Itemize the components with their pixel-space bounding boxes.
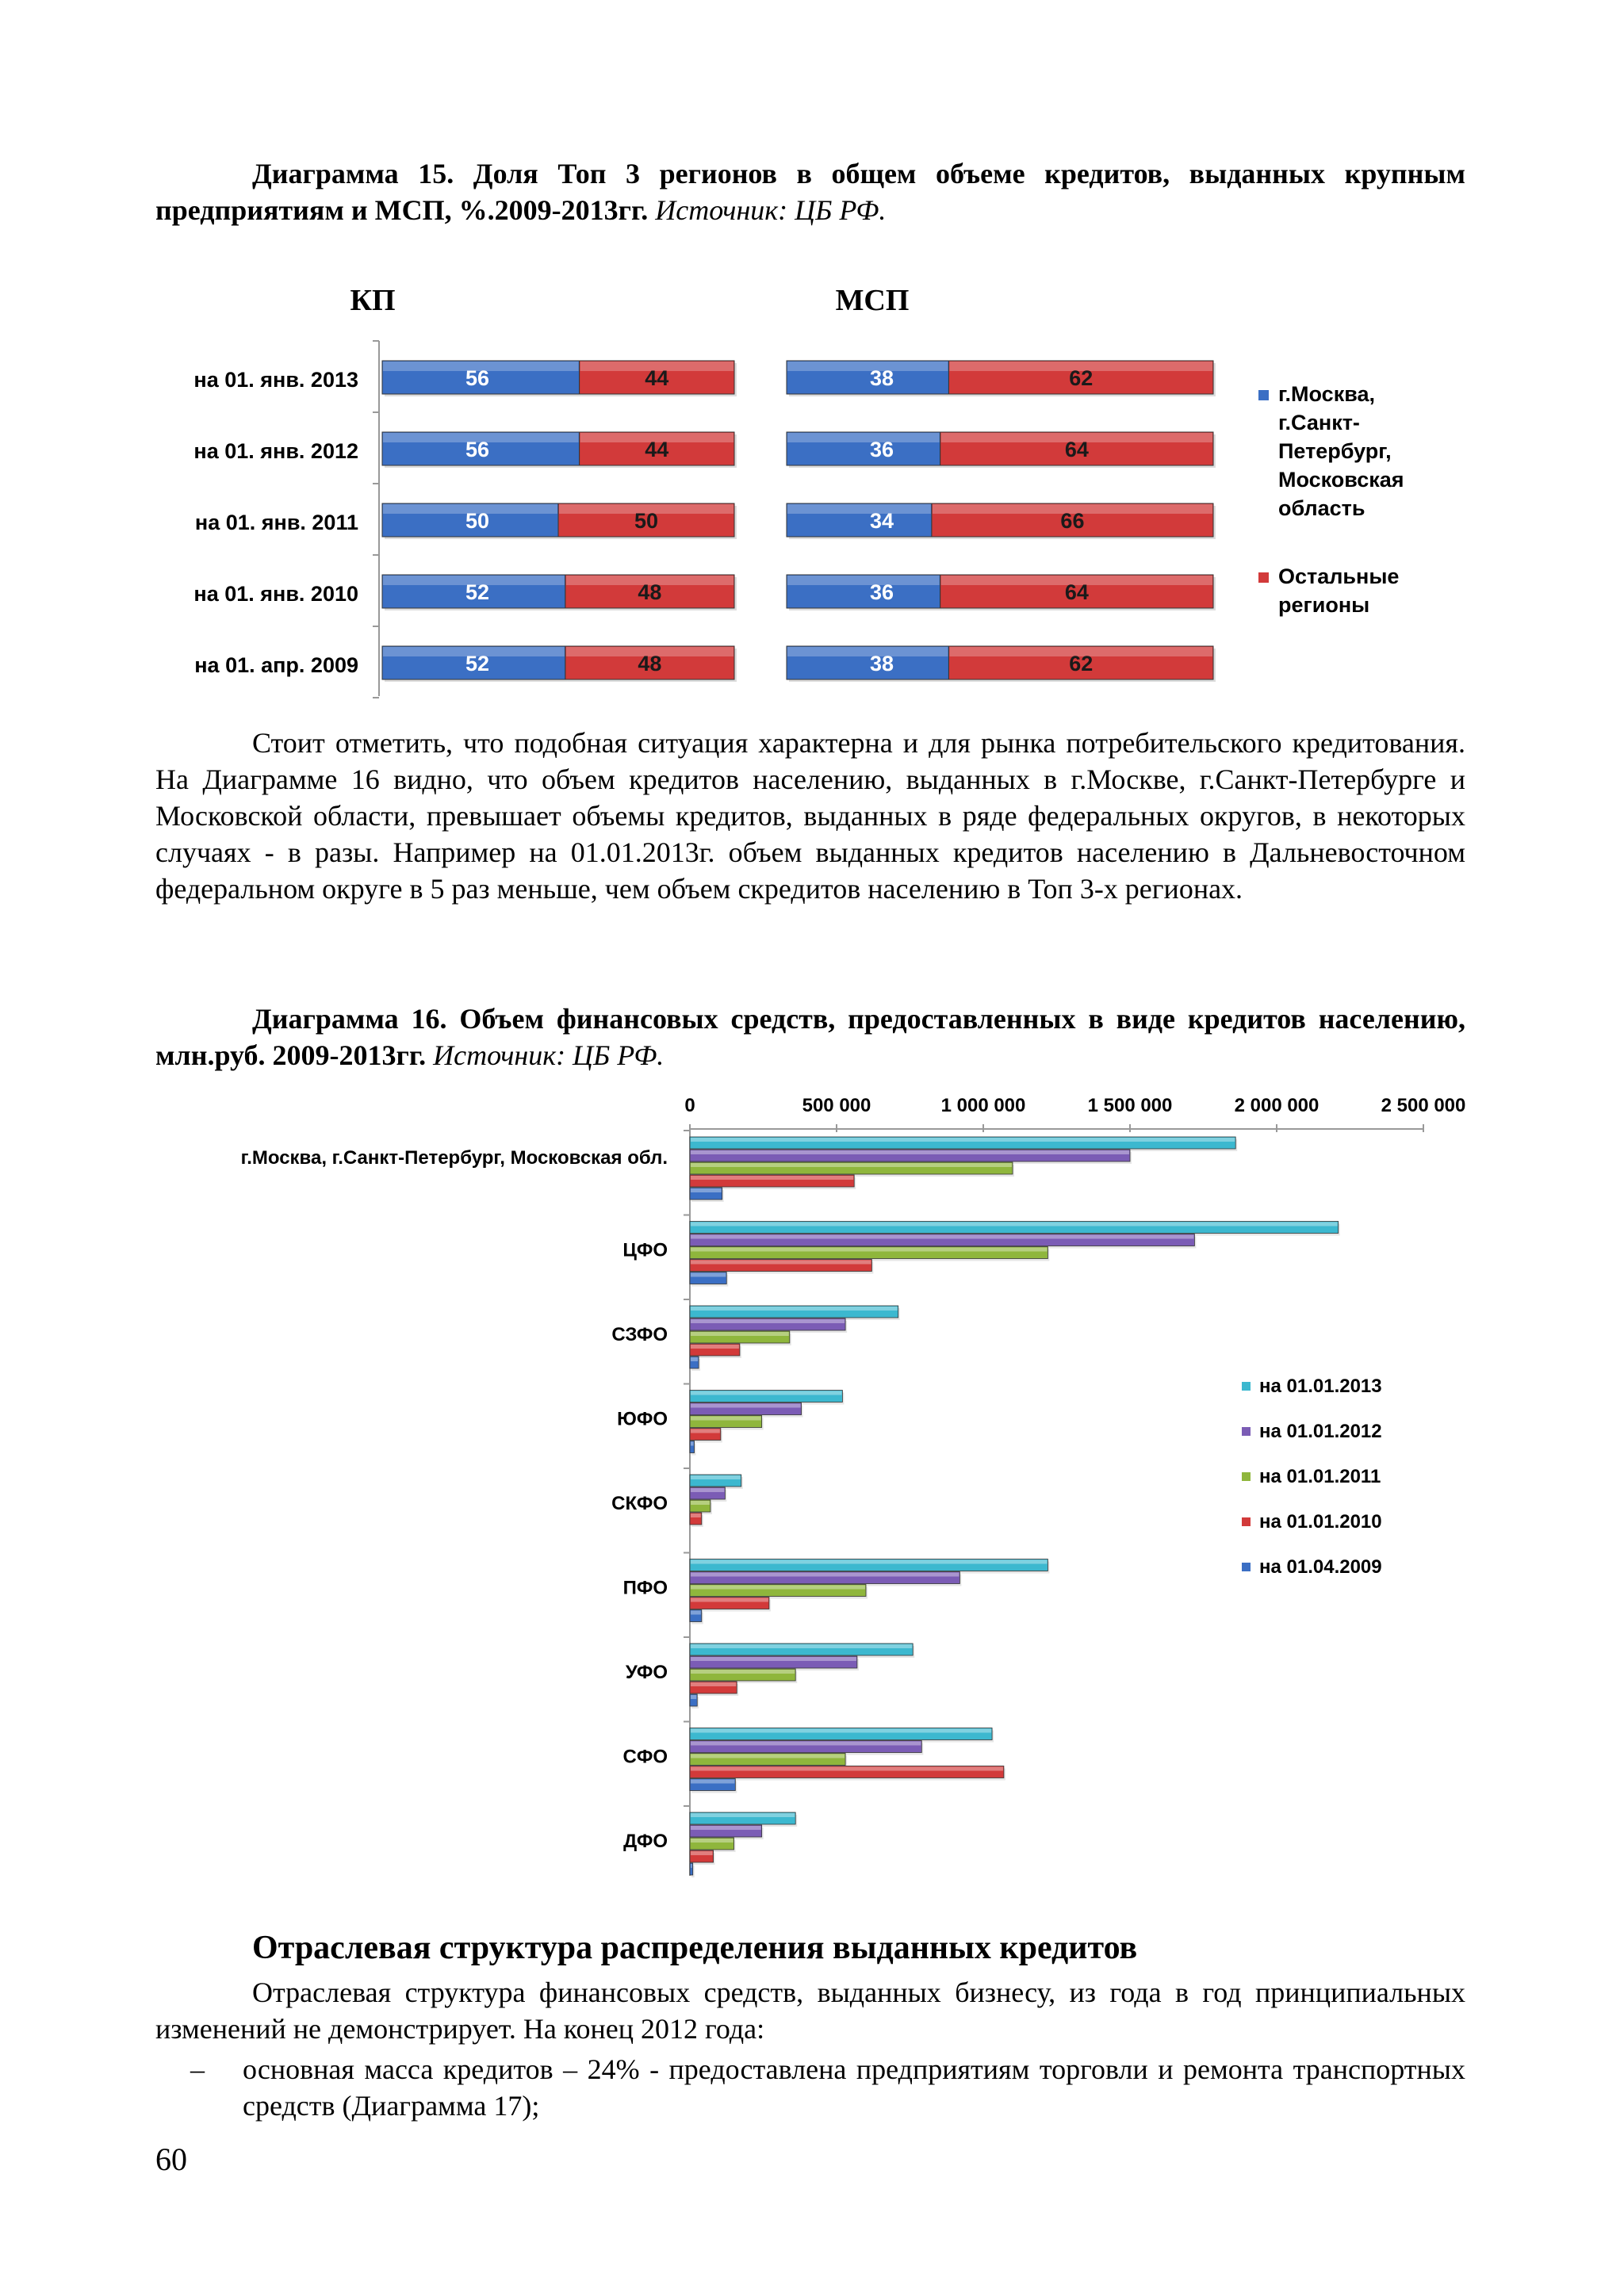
x-tick-label: 2 500 000 (1381, 1095, 1466, 1116)
bar-highlight (691, 1560, 1047, 1564)
legend-label: на 01.01.2010 (1259, 1511, 1382, 1533)
bar-highlight (691, 1767, 1003, 1771)
bar-highlight (691, 1475, 741, 1479)
bar-highlight (691, 1864, 692, 1868)
bar-highlight (691, 1695, 696, 1699)
bar-highlight (691, 1513, 701, 1517)
region-label: г.Москва, г.Санкт-Петербург, Московская обл. (240, 1147, 668, 1169)
section-heading: Отраслевая структура распределения выданных кредитов (252, 1930, 1138, 1966)
msp-data-label: 38 (869, 366, 894, 390)
legend-swatch (1242, 1427, 1251, 1436)
x-tick-label: 0 (684, 1095, 695, 1116)
bar-highlight (691, 1442, 694, 1446)
diagram15-caption-source: Источник: ЦБ РФ. (655, 194, 887, 226)
bar-highlight (691, 1332, 789, 1336)
msp-data-label: 62 (1069, 366, 1094, 390)
msp-data-label: 36 (869, 580, 894, 604)
bar-highlight (691, 1345, 739, 1349)
msp-title: МСП (835, 284, 910, 317)
kp-data-label: 56 (465, 438, 490, 461)
bar-highlight (691, 1851, 713, 1855)
legend-swatch (1242, 1517, 1251, 1526)
legend-text: Остальные (1278, 564, 1400, 588)
category-label: на 01. апр. 2009 (194, 653, 358, 677)
bar-highlight (691, 1357, 698, 1361)
bar-highlight (691, 1813, 795, 1817)
msp-data-label: 66 (1060, 509, 1085, 533)
paragraph-2: Отраслевая структура финансовых средств, выданных бизнесу, из года в год принципиальных изменений не демонстрирует. На конец 2012 года: (155, 1976, 1465, 2045)
bar-highlight (691, 1188, 722, 1192)
category-label: на 01. янв. 2013 (193, 368, 358, 392)
kp-data-label: 52 (465, 652, 490, 675)
bar-highlight (691, 1755, 845, 1758)
bar-highlight (691, 1223, 1338, 1226)
bar-highlight (691, 1248, 1047, 1252)
diagram16-caption-source: Источник: ЦБ РФ. (433, 1039, 665, 1071)
category-label: на 01. янв. 2010 (193, 582, 358, 606)
kp-title: КП (350, 284, 396, 317)
bullet-text: основная масса кредитов – 24% - предоставлена предприятиям торговли и ремонта транспортных средств (Диаграмма 17); (243, 2053, 1465, 2122)
bar-highlight (691, 1273, 726, 1277)
bar-highlight (691, 1235, 1193, 1239)
bar-highlight (691, 1429, 720, 1433)
bar-highlight (691, 1307, 898, 1311)
legend-text: г.Санкт- (1278, 411, 1360, 434)
x-tick-label: 1 000 000 (940, 1095, 1026, 1116)
bar-highlight (691, 1501, 710, 1505)
bar-highlight (691, 1488, 724, 1492)
region-label: УФО (625, 1662, 668, 1683)
kp-data-label: 56 (465, 366, 490, 390)
region-label: СФО (622, 1746, 668, 1768)
bar-highlight (691, 1404, 801, 1408)
msp-data-label: 34 (869, 509, 894, 533)
bar-highlight (691, 1839, 733, 1843)
legend-swatch (1242, 1382, 1251, 1391)
legend-text: регионы (1278, 593, 1370, 617)
bar-highlight (691, 1176, 853, 1180)
category-label: на 01. янв. 2011 (194, 511, 358, 534)
msp-data-label: 64 (1064, 438, 1089, 461)
kp-data-label: 50 (634, 509, 659, 533)
region-label: СКФО (611, 1493, 668, 1514)
kp-data-label: 50 (465, 509, 490, 533)
legend-text: Московская (1278, 468, 1404, 492)
region-label: ПФО (622, 1577, 668, 1599)
x-tick-label: 500 000 (802, 1095, 871, 1116)
bar-highlight (691, 1657, 856, 1661)
diagram15-caption-title: Диаграмма 15. Доля Топ 3 регионов в общем объеме кредитов, выданных крупным предприятиям и МСП, %.2009-2013гг. (155, 158, 1465, 226)
bar-highlight (691, 1644, 912, 1648)
kp-data-label: 48 (638, 580, 662, 604)
paragraph-1: Стоит отметить, что подобная ситуация характерна и для рынка потребительского кредитования. На Диаграмме 16 видно, что объем кредитов населению, выданных в г.Москве, г.Санкт-Петербурге и Московской области, превышает объемы кредитов, выданных в ряде федеральных округов, в некоторых случаях - в разы. Например на 01.01.2013г. объем выданных кредитов населению в Дальневосточном федеральном округе в 5 раз меньше, чем объем скредитов населению в Топ 3-х регионах. (155, 727, 1465, 905)
bar-highlight (691, 1670, 795, 1674)
legend-label: на 01.04.2009 (1259, 1556, 1382, 1578)
kp-data-label: 44 (645, 366, 669, 390)
bar-highlight (691, 1586, 865, 1590)
bar-highlight (691, 1319, 845, 1323)
msp-data-label: 36 (869, 438, 894, 461)
region-label: ЮФО (617, 1408, 668, 1430)
legend-text: г.Москва, (1278, 382, 1375, 406)
region-label: ЦФО (622, 1239, 668, 1261)
bullet-dash: – (190, 2053, 205, 2085)
bar-highlight (691, 1729, 991, 1733)
kp-data-label: 48 (638, 652, 662, 675)
msp-data-label: 38 (869, 652, 894, 675)
legend-label: на 01.01.2012 (1259, 1421, 1382, 1442)
region-label: ДФО (623, 1831, 668, 1852)
legend-label: на 01.01.2013 (1259, 1376, 1382, 1397)
region-label: СЗФО (611, 1324, 668, 1345)
msp-data-label: 64 (1064, 580, 1089, 604)
legend-swatch (1242, 1472, 1251, 1481)
bar-highlight (691, 1682, 736, 1686)
bar-highlight (691, 1150, 1129, 1154)
bar-highlight (691, 1598, 768, 1602)
bar-highlight (691, 1826, 761, 1830)
bar-highlight (691, 1611, 701, 1615)
page-number: 60 (155, 2141, 187, 2177)
bar-highlight (691, 1417, 761, 1421)
legend-label: на 01.01.2011 (1259, 1466, 1381, 1487)
legend-swatch (1242, 1563, 1251, 1571)
bar-highlight (691, 1573, 959, 1577)
bar-highlight (691, 1742, 921, 1746)
bar-highlight (691, 1163, 1012, 1167)
kp-data-label: 52 (465, 580, 490, 604)
legend-text: Петербург, (1278, 439, 1392, 463)
kp-data-label: 44 (645, 438, 669, 461)
x-tick-label: 1 500 000 (1087, 1095, 1173, 1116)
legend-text: область (1278, 496, 1365, 520)
bar-highlight (691, 1138, 1235, 1142)
diagram16-caption-title: Диаграмма 16. Объем финансовых средств, предоставленных в виде кредитов населению, млн.руб. 2009-2013гг. (155, 1003, 1465, 1071)
bar-highlight (691, 1780, 734, 1784)
bar-highlight (691, 1391, 841, 1395)
msp-data-label: 62 (1069, 652, 1094, 675)
x-tick-label: 2 000 000 (1234, 1095, 1320, 1116)
bar-highlight (691, 1261, 871, 1265)
category-label: на 01. янв. 2012 (193, 439, 358, 463)
